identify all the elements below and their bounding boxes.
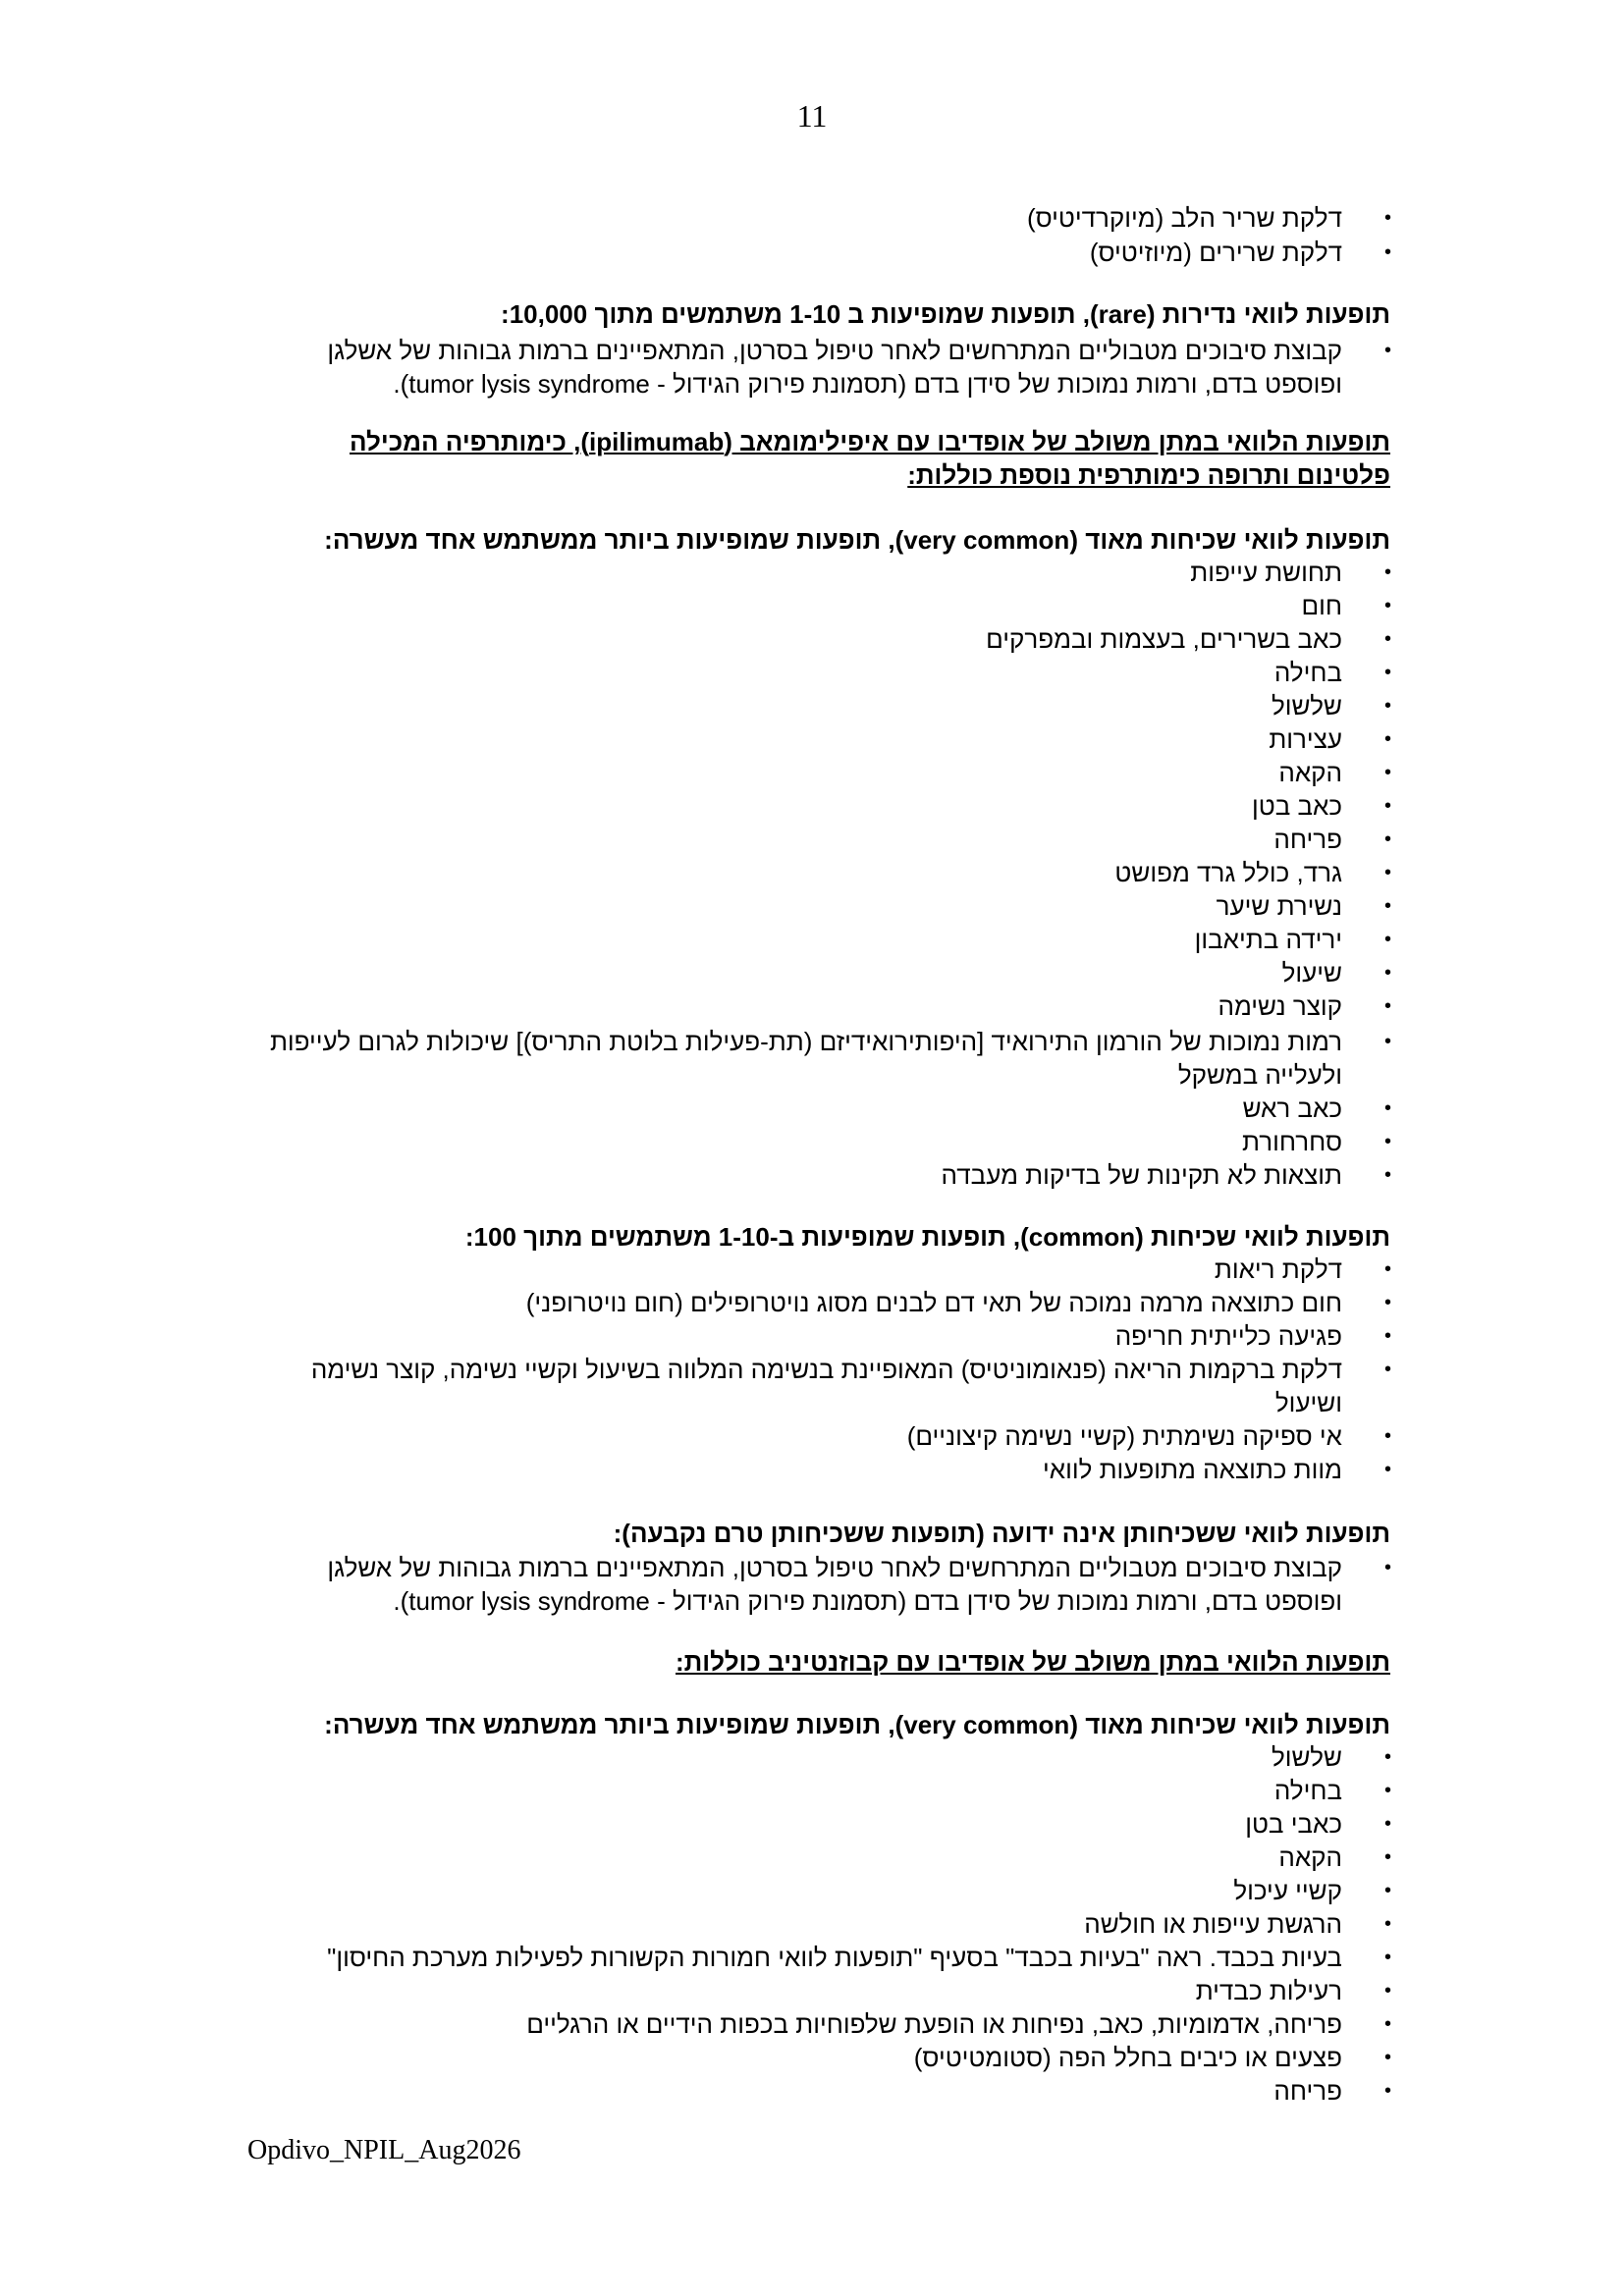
section-heading: תופעות לוואי שכיחות (common), תופעות שמופיעות ב-1-10 משתמשים מתוך 100: — [464, 1222, 1390, 1252]
list-item — [262, 201, 1391, 235]
list-item-text: כאב בשרירים, בעצמות ובמפרקים — [986, 624, 1342, 654]
bullet-icon: • — [1383, 340, 1391, 361]
list-item — [262, 622, 1391, 656]
list-item — [262, 1874, 1391, 1907]
list-item — [262, 1419, 1391, 1453]
list-item-text: גרד, כולל גרד מפושט — [1114, 858, 1342, 887]
list-item — [262, 1841, 1391, 1874]
list-item — [262, 589, 1391, 622]
list-item-text: חום כתוצאה מרמה נמוכה של תאי דם לבנים מסוג נויטרופילים (חום נויטרופני) — [525, 1288, 1342, 1317]
bullet-icon: • — [1383, 1292, 1391, 1313]
list-item-text: רמות נמוכות של הורמון התירואיד [היפותירואידיזם (תת-פעילות בלוטת התריס)] שיכולות לגרום לעייפות ולעלייה במשקל — [269, 1027, 1342, 1090]
bullet-icon: • — [1383, 1947, 1391, 1968]
page-number: 11 — [796, 98, 828, 133]
section-heading: תופעות לוואי נדירות (rare), תופעות שמופיעות ב 1-10 משתמשים מתוך 10,000: — [501, 299, 1390, 329]
list-item-text: פריחה — [1273, 2076, 1342, 2106]
bullet-icon: • — [1383, 1359, 1391, 1380]
bullet-icon: • — [1383, 1164, 1391, 1186]
list-item-text: פגיעה כלייתית חריפה — [1114, 1321, 1342, 1351]
bullet-icon: • — [1383, 241, 1391, 263]
list-item — [262, 1286, 1391, 1319]
bullet-icon: • — [1383, 862, 1391, 883]
list-item — [262, 236, 1391, 269]
list-item-text: שלשול — [1271, 1742, 1342, 1772]
list-item-text: כאבי בטן — [1245, 1809, 1342, 1839]
list-item-text: אי ספיקה נשימתית (קשיי נשימה קיצוניים) — [906, 1421, 1342, 1451]
section-heading: תופעות הלוואי במתן משולב של אופדיבו עם איפילימומאב (ipilimumab), כימותרפיה המכילה פלטינום ותרופה כימותרפית נוספת כוללות: — [349, 427, 1390, 490]
list-item-text: רעילות כבדית — [1195, 1976, 1342, 2005]
bullet-icon: • — [1383, 2047, 1391, 2068]
list-item-text: הרגשת עייפות או חולשה — [1084, 1909, 1342, 1939]
list-item — [252, 1551, 1391, 1618]
list-item-text: דלקת שרירים (מיוזיטיס) — [1089, 238, 1342, 267]
bullet-icon: • — [1383, 2013, 1391, 2035]
list-item-text: פריחה, אדמומיות, כאב, נפיחות או הופעת שלפוחיות בכפות הידיים או הרגליים — [526, 2009, 1342, 2039]
bullet-icon: • — [1383, 762, 1391, 783]
list-item-text: דלקת שריר הלב (מיוקרדיטיס) — [1026, 203, 1342, 233]
list-item — [262, 789, 1391, 823]
list-item — [262, 956, 1391, 989]
list-item — [262, 2074, 1391, 2108]
list-item — [262, 1319, 1391, 1353]
section-heading: תופעות לוואי ששכיחותן אינה ידועה (תופעות ששכיחותן טרם נקבעה): — [613, 1519, 1390, 1548]
list-item-text: פצעים או כיבים בחלל הפה (סטומטיטיס) — [913, 2043, 1342, 2072]
list-item-text: כאב ראש — [1242, 1094, 1342, 1123]
list-item — [262, 1158, 1391, 1192]
section-heading: תופעות לוואי שכיחות מאוד (very common), תופעות שמופיעות ביותר ממשתמש אחד מעשרה: — [324, 1710, 1390, 1739]
bullet-icon: • — [1383, 1880, 1391, 1901]
list-item — [262, 1807, 1391, 1841]
bullet-icon: • — [1383, 561, 1391, 583]
list-item — [262, 656, 1391, 689]
list-item-text: שלשול — [1271, 691, 1342, 721]
list-item-text: דלקת ריאות — [1214, 1255, 1342, 1284]
bullet-icon: • — [1383, 995, 1391, 1017]
list-item — [262, 1907, 1391, 1941]
bullet-icon: • — [1383, 1813, 1391, 1835]
list-item-text: קוצר נשימה — [1218, 991, 1342, 1021]
list-item-text: עצירות — [1269, 724, 1342, 754]
list-item-text: הקאה — [1278, 758, 1342, 787]
bullet-icon: • — [1383, 1746, 1391, 1768]
list-item — [262, 823, 1391, 856]
list-item-text: תוצאות לא תקינות של בדיקות מעבדה — [941, 1160, 1342, 1190]
bullet-icon: • — [1383, 1913, 1391, 1935]
list-item-text: בחילה — [1273, 658, 1342, 687]
list-item — [252, 1353, 1391, 1419]
list-item — [262, 1453, 1391, 1486]
list-item — [262, 1774, 1391, 1807]
list-item — [262, 722, 1391, 756]
list-item — [252, 334, 1391, 400]
list-item-text: חום — [1301, 591, 1342, 620]
bullet-icon: • — [1383, 1557, 1391, 1578]
bullet-icon: • — [1383, 1780, 1391, 1801]
list-item — [262, 2041, 1391, 2074]
list-item — [262, 556, 1391, 589]
list-item — [252, 1025, 1391, 1092]
list-item — [262, 989, 1391, 1023]
bullet-icon: • — [1383, 662, 1391, 683]
list-item — [262, 889, 1391, 923]
list-item-text: תחושת עייפות — [1190, 558, 1342, 587]
section-heading: תופעות הלוואי במתן משולב של אופדיבו עם קבוזנטיניב כוללות: — [675, 1647, 1390, 1677]
bullet-icon: • — [1383, 2080, 1391, 2102]
bullet-icon: • — [1383, 1846, 1391, 1868]
list-item-text: בעיות בכבד. ראה "בעיות בכבד" בסעיף "תופעות לוואי חמורות הקשורות לפעילות מערכת החיסון" — [327, 1943, 1342, 1972]
list-item-text: קשיי עיכול — [1233, 1876, 1342, 1905]
list-item — [262, 1941, 1391, 1974]
bullet-icon: • — [1383, 929, 1391, 950]
bullet-icon: • — [1383, 1325, 1391, 1347]
footer-doc-id: Opdivo_NPIL_Aug2026 — [247, 2135, 521, 2165]
bullet-icon: • — [1383, 962, 1391, 984]
list-item — [262, 1092, 1391, 1125]
bullet-icon: • — [1383, 828, 1391, 850]
bullet-icon: • — [1383, 628, 1391, 650]
bullet-icon: • — [1383, 1031, 1391, 1052]
bullet-icon: • — [1383, 207, 1391, 229]
list-item-text: נשירת שיער — [1216, 891, 1342, 921]
bullet-icon: • — [1383, 595, 1391, 616]
list-item — [262, 923, 1391, 956]
list-item — [262, 2007, 1391, 2041]
list-item-text: קבוצת סיבוכים מטבוליים המתרחשים לאחר טיפול בסרטן, המתאפיינים ברמות גבוהות של אשלגן ופוספט בדם, ורמות נמוכות של סידן בדם (תסמונת פירוק הגידול - tumor lysis syndrome). — [327, 336, 1342, 399]
list-item — [262, 1125, 1391, 1158]
bullet-icon: • — [1383, 728, 1391, 750]
bullet-icon: • — [1383, 1097, 1391, 1119]
list-item-text: ירידה בתיאבון — [1194, 925, 1342, 954]
bullet-icon: • — [1383, 795, 1391, 817]
list-item-text: שיעול — [1281, 958, 1342, 988]
list-item-text: קבוצת סיבוכים מטבוליים המתרחשים לאחר טיפול בסרטן, המתאפיינים ברמות גבוהות של אשלגן ופוספט בדם, ורמות נמוכות של סידן בדם (תסמונת פירוק הגידול - tumor lysis syndrome). — [327, 1553, 1342, 1616]
list-item-text: דלקת ברקמות הריאה (פנאומוניטיס) המאופיינת בנשימה המלווה בשיעול וקשיי נשימה, קוצר נשימה ושיעול — [310, 1355, 1342, 1417]
list-item-text: מוות כתוצאה מתופעות לוואי — [1043, 1455, 1342, 1484]
list-item-text: סחרחורת — [1242, 1127, 1342, 1156]
bullet-icon: • — [1383, 1425, 1391, 1447]
list-item — [262, 689, 1391, 722]
list-item — [262, 1253, 1391, 1286]
list-item — [262, 756, 1391, 789]
bullet-icon: • — [1383, 1980, 1391, 2002]
list-item-text: כאב בטן — [1251, 791, 1342, 821]
bullet-icon: • — [1383, 895, 1391, 917]
list-item-text: הקאה — [1278, 1842, 1342, 1872]
bullet-icon: • — [1383, 1459, 1391, 1480]
list-item-text: בחילה — [1273, 1776, 1342, 1805]
list-item — [262, 1974, 1391, 2007]
list-item — [262, 856, 1391, 889]
bullet-icon: • — [1383, 1131, 1391, 1152]
list-item — [262, 1740, 1391, 1774]
section-heading: תופעות לוואי שכיחות מאוד (very common), תופעות שמופיעות ביותר ממשתמש אחד מעשרה: — [324, 525, 1390, 555]
list-item-text: פריחה — [1273, 825, 1342, 854]
bullet-icon: • — [1383, 695, 1391, 717]
bullet-icon: • — [1383, 1258, 1391, 1280]
